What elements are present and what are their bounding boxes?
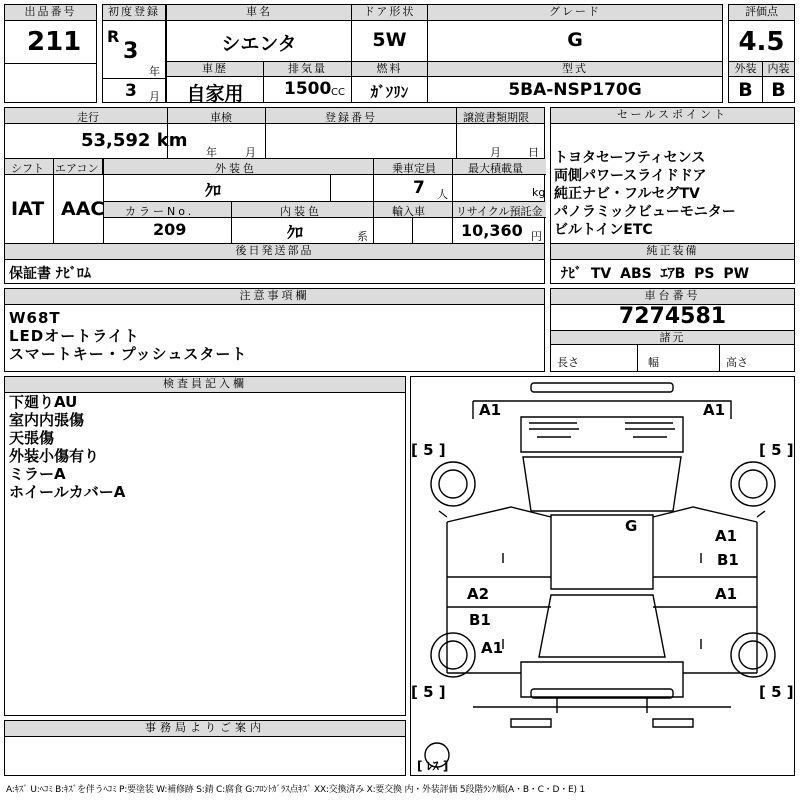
width-label: 幅: [648, 356, 659, 369]
rear-left-b1: B1: [469, 611, 491, 629]
recycle-fee: 10,360: [461, 221, 523, 240]
inspector-line: 室内内張傷: [9, 411, 85, 429]
inspector-notes-label: 検査員記入欄: [5, 377, 405, 393]
score-label: 評価点: [729, 5, 794, 21]
note-line: W68T: [9, 309, 61, 327]
inspector-line: 天張傷: [9, 429, 55, 447]
transfer-month-unit: 月: [490, 146, 501, 159]
sales-points-box: [550, 107, 795, 284]
score: 4.5: [738, 27, 785, 57]
inspector-line: ミラーA: [9, 465, 66, 483]
interior-box: [762, 61, 795, 103]
model-code: 5BA-NSP170G: [508, 80, 642, 100]
color-number-label: カラーNo.: [125, 205, 195, 218]
max-load-label: 最大積載量: [468, 162, 523, 175]
grade-box: [427, 4, 723, 62]
chassis-label: 車台番号: [551, 289, 794, 305]
model-label: 型式: [428, 62, 722, 77]
front-right-tire: [ 5 ]: [759, 441, 794, 459]
inspector-line: ホイールカバーA: [9, 483, 126, 501]
rear-right-a1: A1: [715, 585, 738, 603]
fuel-box: [351, 61, 428, 103]
vehicle-info-block: [4, 107, 545, 284]
genuine-equipment: ﾅﾋﾞ TV ABS ｴｱB PS PW: [561, 266, 750, 282]
displacement-box: [263, 61, 352, 103]
sales-point: トヨタセーフティセンス: [554, 150, 706, 166]
sales-points-label: セールスポイント: [551, 108, 794, 124]
front-right-grade: A1: [703, 401, 726, 419]
inspection-year-unit: 年: [206, 146, 217, 159]
exterior-box: [728, 61, 763, 103]
history: 自家用: [186, 83, 244, 105]
office-notes-box: [4, 720, 406, 776]
capacity-unit: 人: [437, 188, 448, 201]
score-box: [728, 4, 795, 62]
right-door-b1: B1: [717, 551, 739, 569]
chassis-number: 7274581: [618, 304, 727, 329]
fuel: ｶﾞｿﾘﾝ: [370, 83, 409, 101]
model-box: [427, 61, 723, 103]
year-unit: 年: [149, 65, 160, 78]
sales-point: パノラミックビューモニター: [554, 204, 736, 220]
grade: G: [567, 29, 583, 51]
era: R: [107, 27, 120, 46]
interior-color-label: 内装色: [280, 205, 322, 218]
door-label: ドア形状: [352, 5, 427, 21]
registration-number-label: 登録番号: [325, 111, 377, 124]
interior-color-unit: 系: [357, 230, 368, 243]
interior-color: ｸﾛ: [287, 223, 304, 242]
mileage: 53,592 km: [81, 130, 188, 151]
displacement: 1500: [284, 79, 332, 99]
genuine-equipment-label: 純正装備: [551, 244, 794, 260]
load-unit: kg: [532, 186, 546, 199]
registration-year: 3: [123, 39, 139, 64]
exterior-grade: B: [738, 79, 753, 101]
legend-text: A:ｷｽﾞ U:ﾍｺﾐ B:ｷｽﾞを伴うﾍｺﾐ P:要塗装 W:補修跡 S:錆 C:腐食 G:ﾌﾛﾝﾄｶﾞﾗｽ点ｷｽﾞ XX:交換済み X:要交換 内・外装評価 5段階ﾗﾝｸ順(A・B・C・D・E) 1: [6, 785, 585, 795]
interior-grade: B: [771, 79, 786, 101]
first-registration-label: 初度登録: [103, 5, 165, 21]
damage-diagram-box: [410, 376, 795, 776]
lot-number-label: 出品番号: [5, 5, 96, 21]
interior-label: 内装: [763, 62, 794, 77]
notes-box: [4, 288, 545, 372]
capacity: 7: [413, 178, 425, 198]
office-notes-label: 事務局よりご案内: [5, 721, 405, 737]
color: ｸﾛ: [205, 181, 222, 200]
lot-number: 211: [27, 27, 82, 57]
history-box: [166, 61, 264, 103]
note-line: スマートキー・プッシュスタート: [9, 345, 248, 363]
inspection-label: 車検: [210, 111, 232, 124]
rear-left-a2: A2: [467, 585, 490, 603]
history-label: 車歴: [167, 62, 263, 77]
rear-right-tire: [ 5 ]: [759, 683, 794, 701]
height-label: 高さ: [726, 356, 748, 369]
rear-left-tire: [ 5 ]: [411, 683, 446, 701]
note-line: LEDオートライト: [9, 327, 140, 345]
door-type: 5W: [372, 29, 407, 51]
exterior-label: 外装: [729, 62, 762, 77]
door-box: [351, 4, 428, 62]
spare-tire: [ ﾚｽ ]: [417, 759, 449, 773]
right-door-a1: A1: [715, 527, 738, 545]
shift-label: シフト: [11, 162, 44, 175]
transfer-deadline-label: 譲渡書類期限: [463, 111, 529, 124]
ac-label: エアコン: [55, 162, 99, 175]
recycle-unit: 円: [531, 230, 542, 243]
lot-number-box: [4, 4, 97, 103]
capacity-label: 乗車定員: [392, 162, 436, 175]
front-left-tire: [ 5 ]: [411, 441, 446, 459]
roof-grade: G: [625, 517, 638, 535]
length-label: 長さ: [557, 356, 579, 369]
car-name-label: 車名: [167, 5, 351, 21]
inspector-line: 下廻りAU: [9, 393, 78, 411]
inspector-line: 外装小傷有り: [9, 447, 100, 465]
car-name-box: [166, 4, 352, 62]
fuel-label: 燃料: [352, 62, 427, 77]
sales-point: ビルトインETC: [554, 222, 653, 238]
front-left-grade: A1: [479, 401, 502, 419]
displacement-label: 排気量: [264, 62, 351, 77]
first-registration-box: [102, 4, 166, 103]
notes-label: 注意事項欄: [5, 289, 544, 305]
specs-label: 諸元: [551, 330, 794, 345]
inspector-notes-box: [4, 376, 406, 716]
month-unit: 月: [149, 90, 160, 103]
registration-month: 3: [125, 81, 137, 101]
later-parts-label: 後日発送部品: [5, 244, 544, 260]
import-label: 輸入車: [392, 205, 425, 218]
chassis-box: [550, 288, 795, 372]
recycle-label: リサイクル預託金: [456, 205, 543, 218]
sales-point: 純正ナビ・フルセグTV: [554, 186, 700, 202]
inspection-month-unit: 月: [245, 146, 256, 159]
car-name: シエンタ: [221, 33, 297, 55]
rear-left-fender-a1: A1: [481, 639, 504, 657]
car-diagram: [411, 377, 794, 775]
mileage-label: 走行: [77, 111, 99, 124]
color-number: 209: [153, 220, 187, 239]
sales-point: 両側パワースライドドア: [554, 168, 707, 184]
later-parts: 保証書 ﾅﾋﾞﾛﾑ: [9, 266, 91, 282]
cc-unit: CC: [331, 87, 345, 98]
color-label: 外装色: [215, 162, 257, 175]
transfer-day-unit: 日: [528, 146, 539, 159]
shift: IAT: [11, 198, 45, 220]
ac: AAC: [61, 198, 105, 220]
grade-label: グレード: [428, 5, 722, 21]
